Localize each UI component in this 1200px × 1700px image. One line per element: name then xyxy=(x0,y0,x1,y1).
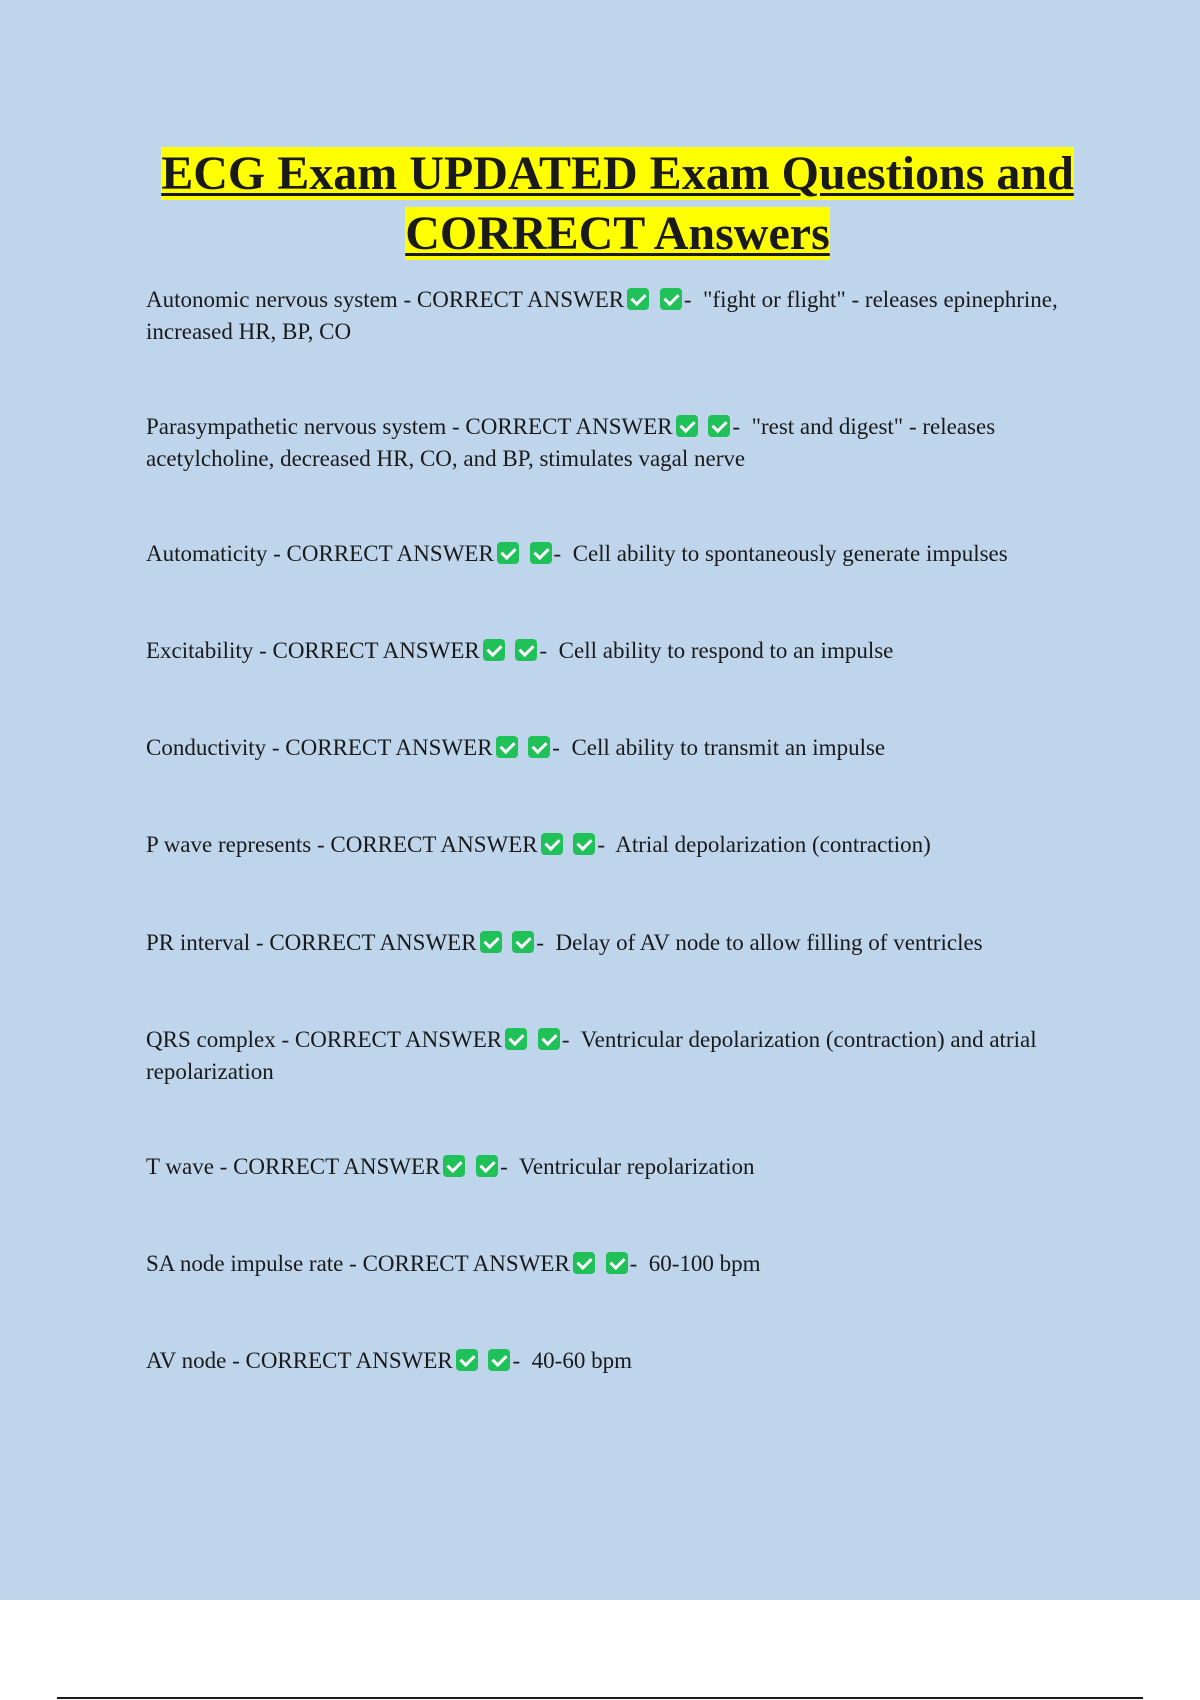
check-icon xyxy=(480,931,502,953)
check-icon xyxy=(512,931,534,953)
check-icon xyxy=(476,1155,498,1177)
qa-label: CORRECT ANSWER xyxy=(285,735,493,760)
qa-item: PR interval - CORRECT ANSWER - Delay of AV node to allow filling of ventricles xyxy=(146,930,983,955)
qa-answer: 60-100 bpm xyxy=(648,1251,761,1276)
qa-label: CORRECT ANSWER xyxy=(294,1027,503,1052)
qa-item: SA node impulse rate - CORRECT ANSWER - 60-100 bpm xyxy=(146,1251,761,1276)
qa-item: Automaticity - CORRECT ANSWER - Cell ability to spontaneously generate impulses xyxy=(146,541,1008,566)
check-icon xyxy=(541,833,563,855)
check-icon xyxy=(456,1349,478,1371)
qa-term: Conductivity xyxy=(146,735,267,760)
qa-term: P wave represents xyxy=(146,832,312,857)
qa-term: SA node impulse rate xyxy=(146,1251,344,1276)
qa-term: T wave xyxy=(146,1154,214,1179)
check-icon xyxy=(708,415,730,437)
qa-item: Parasympathetic nervous system - CORRECT ANSWER - "rest and digest" - releases acetylcholine, decreased HR, CO, and BP, stimulates vagal nerve xyxy=(146,414,996,471)
title-line-1: ECG Exam UPDATED Exam Questions and xyxy=(161,147,1074,200)
check-icon xyxy=(573,833,595,855)
qa-label: CORRECT ANSWER xyxy=(269,930,477,955)
qa-label: CORRECT ANSWER xyxy=(465,414,673,439)
check-icon xyxy=(627,288,649,310)
footer-divider xyxy=(57,1697,1143,1699)
qa-term: Automaticity xyxy=(146,541,268,566)
check-icon xyxy=(538,1028,560,1050)
document-title xyxy=(140,144,1095,264)
check-icon xyxy=(488,1349,510,1371)
qa-label: CORRECT ANSWER xyxy=(416,287,625,312)
qa-item: Conductivity - CORRECT ANSWER - Cell ability to transmit an impulse xyxy=(146,735,886,760)
qa-answer: "fight or flight" - releases epinephrine, increased HR, BP, CO xyxy=(146,287,1058,344)
qa-answer: Delay of AV node to allow filling of ventricles xyxy=(555,930,983,955)
check-icon xyxy=(676,415,698,437)
check-icon xyxy=(606,1252,628,1274)
check-icon xyxy=(660,288,682,310)
check-icon xyxy=(515,639,537,661)
qa-answer: "rest and digest" - releases acetylcholine, decreased HR, CO, and BP, stimulates vagal nerve xyxy=(146,414,996,471)
check-icon xyxy=(496,736,518,758)
qa-item: Excitability - CORRECT ANSWER - Cell ability to respond to an impulse xyxy=(146,638,894,663)
check-icon xyxy=(497,542,519,564)
qa-answer: Atrial depolarization (contraction) xyxy=(615,832,931,857)
qa-label: CORRECT ANSWER xyxy=(330,832,538,857)
qa-term: Excitability xyxy=(146,638,254,663)
qa-answer: 40-60 bpm xyxy=(531,1348,632,1373)
qa-term: Autonomic nervous system xyxy=(146,287,398,312)
qa-item: Autonomic nervous system - CORRECT ANSWER - "fight or flight" - releases epinephrine, increased HR, BP, CO xyxy=(146,287,1058,344)
qa-item: QRS complex - CORRECT ANSWER - Ventricular depolarization (contraction) and atrial repolarization xyxy=(146,1027,1037,1084)
qa-answer: Ventricular repolarization xyxy=(518,1154,755,1179)
qa-term: AV node xyxy=(146,1348,227,1373)
qa-item: AV node - CORRECT ANSWER - 40-60 bpm xyxy=(146,1348,632,1373)
check-icon xyxy=(573,1252,595,1274)
qa-label: CORRECT ANSWER xyxy=(272,638,480,663)
qa-answer: Cell ability to respond to an impulse xyxy=(558,638,894,663)
qa-label: CORRECT ANSWER xyxy=(286,541,494,566)
qa-answer: Ventricular depolarization (contraction) and atrial repolarization xyxy=(146,1027,1037,1084)
check-icon xyxy=(443,1155,465,1177)
qa-item: P wave represents - CORRECT ANSWER - Atrial depolarization (contraction) xyxy=(146,832,931,857)
check-icon xyxy=(528,736,550,758)
qa-term: PR interval xyxy=(146,930,251,955)
qa-label: CORRECT ANSWER xyxy=(233,1154,441,1179)
check-icon xyxy=(483,639,505,661)
qa-item: T wave - CORRECT ANSWER - Ventricular repolarization xyxy=(146,1154,755,1179)
qa-answer: Cell ability to transmit an impulse xyxy=(571,735,886,760)
check-icon xyxy=(505,1028,527,1050)
qa-label: CORRECT ANSWER xyxy=(362,1251,570,1276)
qa-term: QRS complex xyxy=(146,1027,276,1052)
qa-term: Parasympathetic nervous system xyxy=(146,414,447,439)
check-icon xyxy=(530,542,552,564)
qa-label: CORRECT ANSWER xyxy=(245,1348,453,1373)
title-line-2: CORRECT Answers xyxy=(405,207,830,260)
qa-answer: Cell ability to spontaneously generate impulses xyxy=(572,541,1008,566)
